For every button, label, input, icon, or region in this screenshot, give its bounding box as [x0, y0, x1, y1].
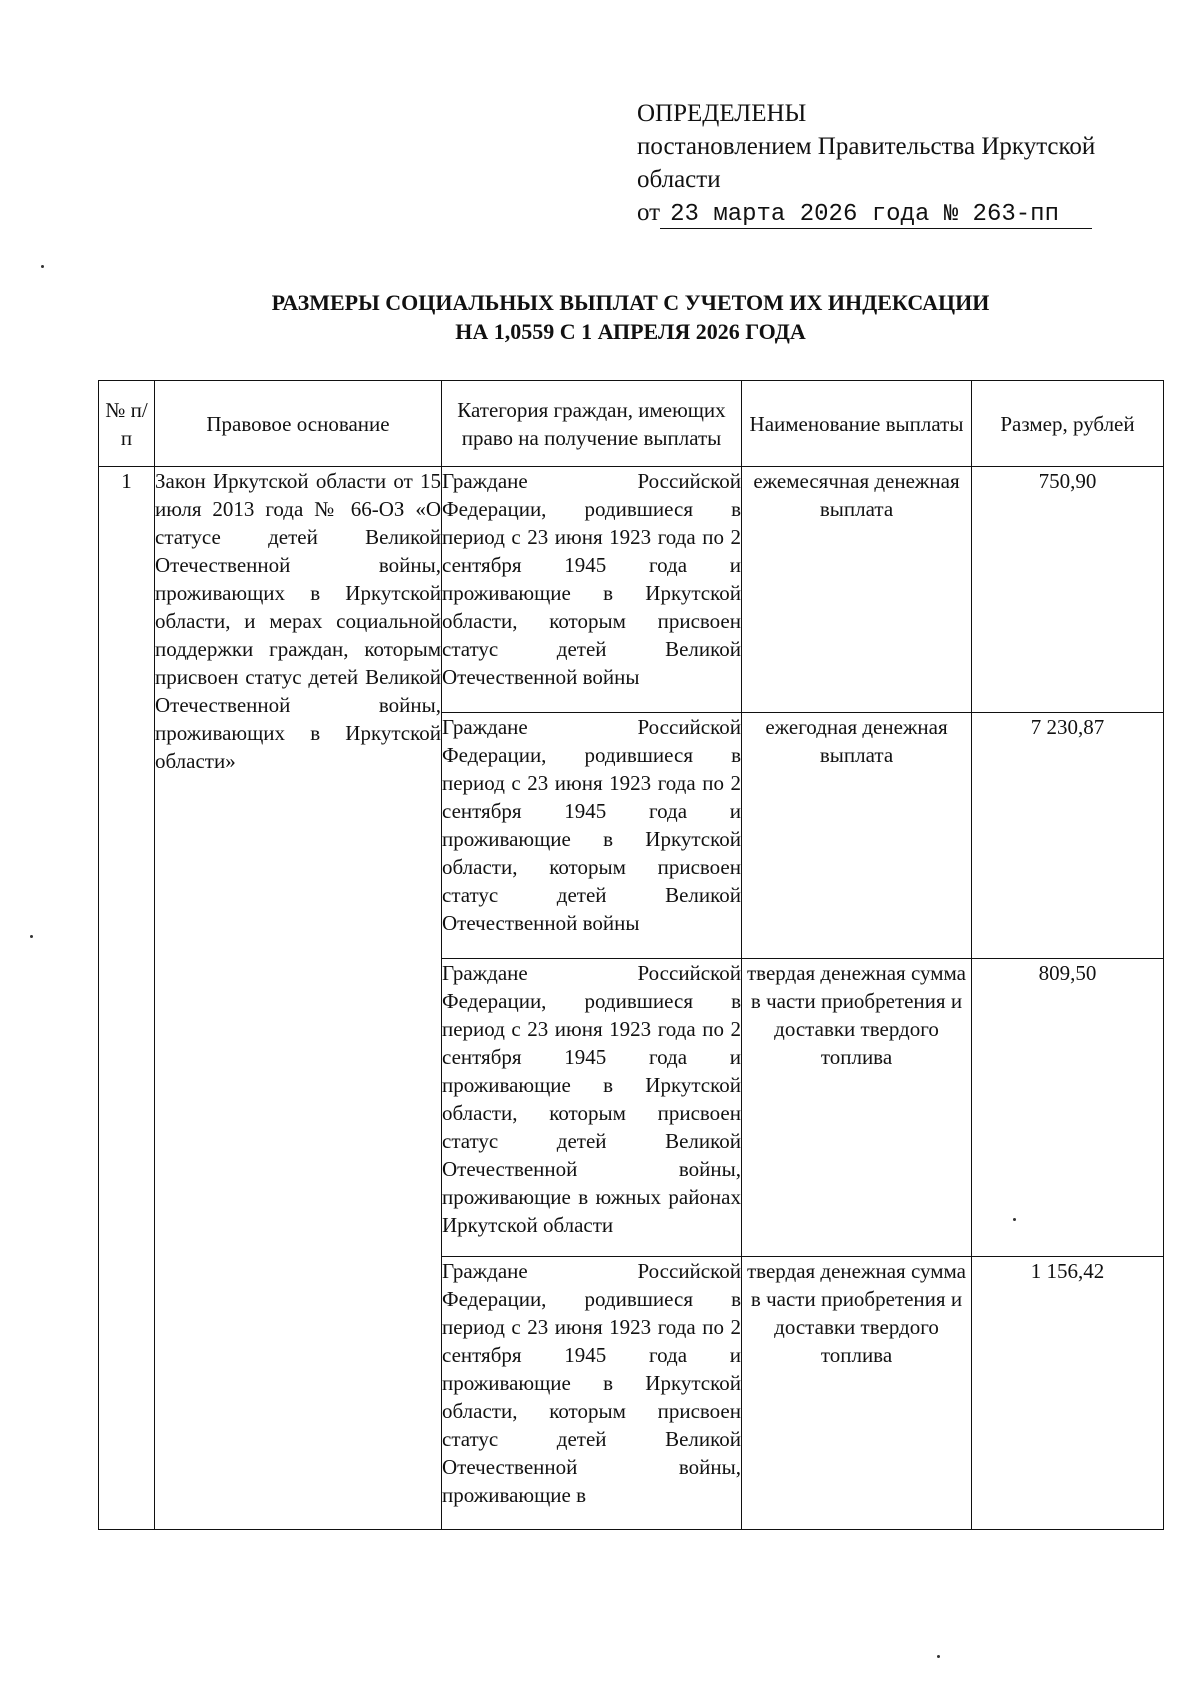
- approval-heading: ОПРЕДЕЛЕНЫ: [637, 100, 807, 127]
- payment-name-cell: твердая денежная сумма в части приобретения и доставки твердого топлива: [742, 959, 972, 1257]
- row-number: 1: [99, 467, 155, 1530]
- date-prefix: от: [637, 199, 661, 226]
- category-cell: Граждане Российской Федерации, родившиеся в период с 23 июня 1923 года по 2 сентября 1945 года и проживающие в Иркутской области, которым присвоен статус детей Великой Отечественной войны, проживающие в: [442, 1257, 742, 1530]
- approval-block: [637, 97, 1177, 229]
- category-cell: Граждане Российской Федерации, родившиеся в период с 23 июня 1923 года по 2 сентября 1945 года и проживающие в Иркутской области, которым присвоен статус детей Великой Отечественной войны, проживающие в южных районах Иркутской области: [442, 959, 742, 1257]
- approval-date-line: [637, 196, 1177, 229]
- title-line-2: НА 1,0559 С 1 АПРЕЛЯ 2026 ГОДА: [455, 319, 806, 344]
- category-cell: Граждане Российской Федерации, родившиеся в период с 23 июня 1923 года по 2 сентября 1945 года и проживающие в Иркутской области, которым присвоен статус детей Великой Отечественной войны: [442, 467, 742, 713]
- header-category: Категория граждан, имеющих право на получение выплаты: [442, 381, 742, 467]
- legal-basis: Закон Иркутской области от 15 июля 2013 года № 66-ОЗ «О статусе детей Великой Отечественной войны, проживающих в Иркутской области, и мерах социальной поддержки граждан, которым присвоен статус детей Великой Отечественной войны, проживающих в Иркутской области»: [155, 467, 442, 1530]
- scan-speck: [30, 935, 33, 938]
- amount-cell: 809,50: [972, 959, 1164, 1257]
- amount-cell: 750,90: [972, 467, 1164, 713]
- scan-speck: [937, 1655, 940, 1658]
- payments-table: [98, 380, 1164, 1530]
- date-value: 23 марта 2026 года № 263-пп: [660, 202, 1092, 229]
- approval-line-2: области: [637, 166, 721, 193]
- payment-name-cell: ежегодная денежная выплата: [742, 713, 972, 959]
- header-amount: Размер, рублей: [972, 381, 1164, 467]
- title-line-1: РАЗМЕРЫ СОЦИАЛЬНЫХ ВЫПЛАТ С УЧЕТОМ ИХ ИНДЕКСАЦИИ: [271, 290, 990, 315]
- amount-cell: 7 230,87: [972, 713, 1164, 959]
- payment-name-cell: твердая денежная сумма в части приобретения и доставки твердого топлива: [742, 1257, 972, 1530]
- payment-name-cell: ежемесячная денежная выплата: [742, 467, 972, 713]
- header-name: Наименование выплаты: [742, 381, 972, 467]
- document-title: [98, 288, 1163, 346]
- header-num: № п/п: [99, 381, 155, 467]
- header-law: Правовое основание: [155, 381, 442, 467]
- amount-cell: 1 156,42: [972, 1257, 1164, 1530]
- approval-line-1: постановлением Правительства Иркутской: [637, 133, 1096, 160]
- category-cell: Граждане Российской Федерации, родившиеся в период с 23 июня 1923 года по 2 сентября 1945 года и проживающие в Иркутской области, которым присвоен статус детей Великой Отечественной войны: [442, 713, 742, 959]
- table-row: [99, 467, 1164, 713]
- scan-speck: [41, 265, 44, 268]
- scan-speck: [1013, 1218, 1016, 1221]
- table-header-row: [99, 381, 1164, 467]
